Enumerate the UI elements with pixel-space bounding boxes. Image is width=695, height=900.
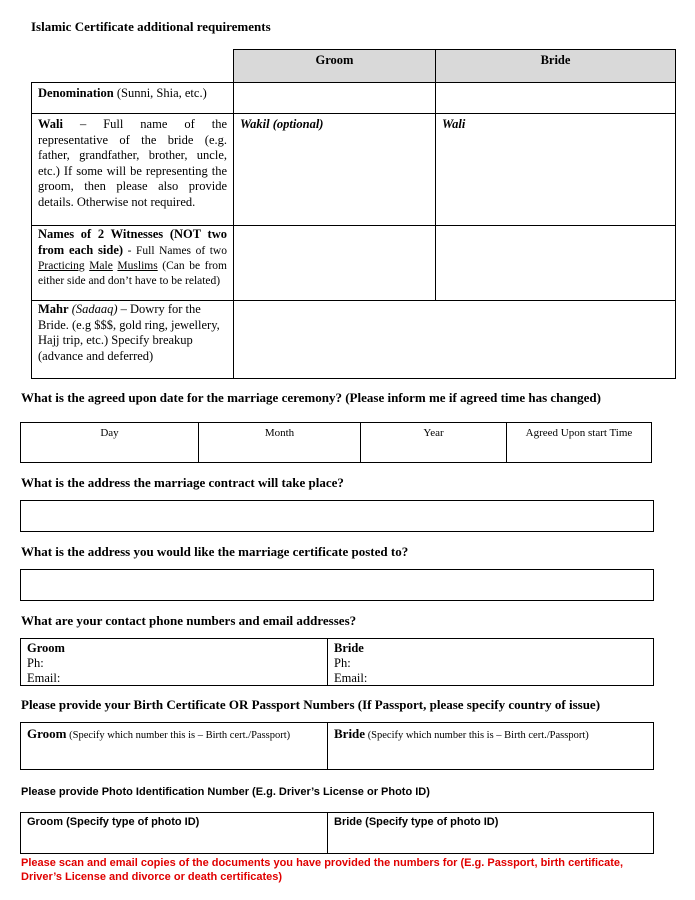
month-label: Month [264,427,295,439]
groom-photo-field[interactable] [21,813,328,853]
mahr-field[interactable] [234,301,676,379]
wali-note: – Full name of the representative of the bride (e.g. father, grandfather, brother, uncle, etc.) If some will be representing the groom, then please also provide details. Otherwise not required. [38,117,227,209]
bride-birth-label: Bride [334,726,366,741]
mahr-label: Mahr [38,302,69,316]
address-contract-field[interactable] [20,500,654,532]
groom-contact-field[interactable] [21,639,328,685]
bride-photo-label: Bride (Specify type of photo ID) [334,816,499,828]
mahr-sadaaq: (Sadaaq) [68,302,118,316]
denomination-note: (Sunni, Shia, etc.) [113,86,207,100]
footer-note: Please scan and email copies of the documents you have provided the numbers for (E.g. Passport, birth certificate, Driver’s License and divorce or death certificates) [21,857,624,883]
groom-contact-label: Groom [27,641,65,655]
witnesses-label-cell [32,226,234,301]
bride-contact-label: Bride [334,641,364,655]
bride-photo-field[interactable] [328,813,653,853]
witnesses-practicing: Practicing [38,260,85,272]
date-question: What is the agreed upon date for the marriage ceremony? (Please inform me if agreed time has changed) [21,390,601,405]
denomination-bride-field[interactable] [436,83,676,114]
wakil-optional-label: Wakil (optional) [240,117,324,131]
blank-corner-cell [32,50,234,83]
groom-birth-note: (Specify which number this is – Birth cert./Passport) [66,730,291,741]
wakil-groom-field[interactable] [234,114,436,226]
address-certificate-field[interactable] [20,569,654,601]
denomination-label-cell [32,83,234,114]
contact-table [20,638,654,686]
day-label: Day [100,427,119,439]
start-time-field[interactable] [507,423,651,462]
bride-contact-field[interactable] [328,639,653,685]
year-label: Year [423,427,444,439]
photo-table [20,812,654,854]
groom-phone-label: Ph: [27,656,44,670]
bride-email-label: Email: [334,671,368,685]
contact-question: What are your contact phone numbers and email addresses? [21,613,357,628]
date-table [20,422,652,463]
wali-label: Wali [38,117,64,131]
page-title: Islamic Certificate additional requirements [31,19,271,34]
groom-email-label: Email: [27,671,61,685]
photo-question: Please provide Photo Identification Number (E.g. Driver’s License or Photo ID) [21,786,430,798]
requirements-table [31,49,676,379]
denomination-groom-field[interactable] [234,83,436,114]
groom-column-header: Groom [234,50,436,83]
birth-table [20,722,654,770]
bride-column-header: Bride [436,50,676,83]
bride-phone-label: Ph: [334,656,351,670]
month-field[interactable] [199,423,361,462]
witnesses-rest: (Can be from either side and don’t have to be related) [38,260,227,287]
address-certificate-question: What is the address you would like the marriage certificate posted to? [21,544,409,559]
mahr-note: – Dowry for the Bride. (e.g $$$, gold ring, jewellery, Hajj trip, etc.) Specify breakup (advance and deferred) [38,302,220,363]
bride-birth-field[interactable] [328,723,653,769]
groom-photo-label: Groom (Specify type of photo ID) [27,816,200,828]
wali-label-cell [32,114,234,226]
address-contract-question: What is the address the marriage contract will take place? [21,475,344,490]
groom-birth-label: Groom [27,726,67,741]
witnesses-label: Names of 2 Witnesses (NOT two from each side) [38,227,227,257]
witnesses-groom-field[interactable] [234,226,436,301]
groom-birth-field[interactable] [21,723,328,769]
witnesses-dash: - Full Names of two [123,245,227,257]
witnesses-male: Male [89,260,113,272]
start-time-label: Agreed Upon start Time [525,427,633,439]
bride-birth-note: (Specify which number this is – Birth cert./Passport) [365,730,589,741]
witnesses-muslims: Muslims [117,260,158,272]
witnesses-bride-field[interactable] [436,226,676,301]
day-field[interactable] [21,423,199,462]
year-field[interactable] [361,423,507,462]
wali-bride-label: Wali [442,117,466,131]
mahr-label-cell [32,301,234,379]
birth-question: Please provide your Birth Certificate OR Passport Numbers (If Passport, please specify country of issue) [21,697,601,712]
denomination-label: Denomination [38,86,114,100]
wali-bride-field[interactable] [436,114,676,226]
